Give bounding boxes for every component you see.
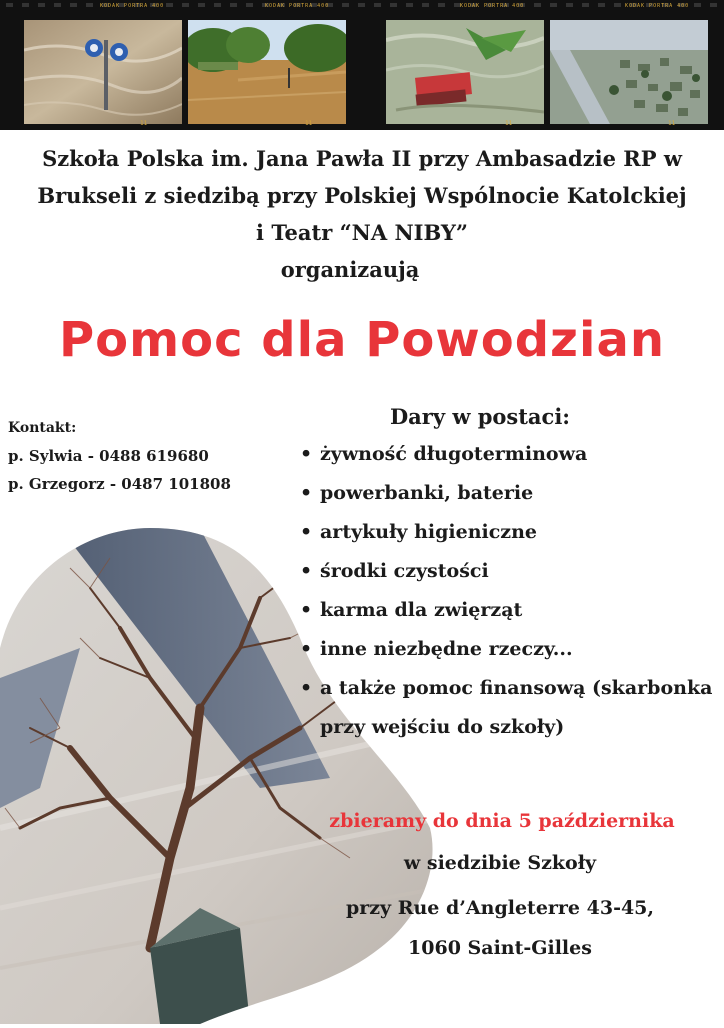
organizer-line-4: organizaują [280,257,420,282]
list-item: • żywność długoterminowa [300,435,724,474]
address-line-3: 1060 Saint-Gilles [408,937,592,959]
list-item: • środki czystości [300,552,724,591]
address-line-2: przy Rue d’Angleterre 43-45, [345,897,655,919]
film-brand-label: KODAK PORTRA 400 [100,3,165,9]
contact-block [8,414,231,498]
film-brand-label: KODAK PORTRA 400 [625,3,690,9]
film-frame-number: 11 [505,120,513,127]
photo-flooded-road-sign [24,20,182,124]
list-item: • inne niezbędne rzeczy... [300,630,724,669]
list-item: • karma dla zwięrząt [300,591,724,630]
film-frame-number: 11 [140,120,148,127]
page-title: Pomoc dla Powodzian [58,312,665,368]
address-line-1: w siedzibie Szkoły [403,852,597,874]
photo-submerged-bench [386,20,544,124]
donations-heading: Dary w postaci: [389,404,571,429]
list-item: • artykuły higieniczne [300,513,724,552]
list-item: • a także pomoc finansową (skarbonka przy wejściu do szkoły) [300,669,720,747]
photo-flooded-street [188,20,346,124]
photo-aerial-flooded-town [550,20,708,124]
film-strip-banner [0,0,724,130]
organizer-line-1: Szkoła Polska im. Jana Pawła II przy Ambasadzie RP w [42,146,682,171]
list-item: • powerbanki, baterie [300,474,724,513]
donations-section [300,404,724,747]
collection-deadline: zbieramy do dnia 5 października [329,810,675,832]
film-brand-label: KODAK PORTRA 400 [460,3,525,9]
film-brand-label: KODAK PORTRA 400 [265,3,330,9]
organizer-line-2: Brukseli z siedzibą przy Polskiej Wspólnocie Katolckiej [37,183,687,208]
donations-list [300,435,724,747]
film-frame-number: 11 [305,120,313,127]
contact-person-1: p. Sylwia - 0488 619680 [8,447,209,465]
organizer-heading [0,140,724,288]
organizer-line-3: i Teatr “NA NIBY” [256,220,468,245]
contact-person-2: p. Grzegorz - 0487 101808 [8,475,231,493]
film-frame-number: 11 [668,120,676,127]
contact-label: Kontakt: [8,420,77,436]
